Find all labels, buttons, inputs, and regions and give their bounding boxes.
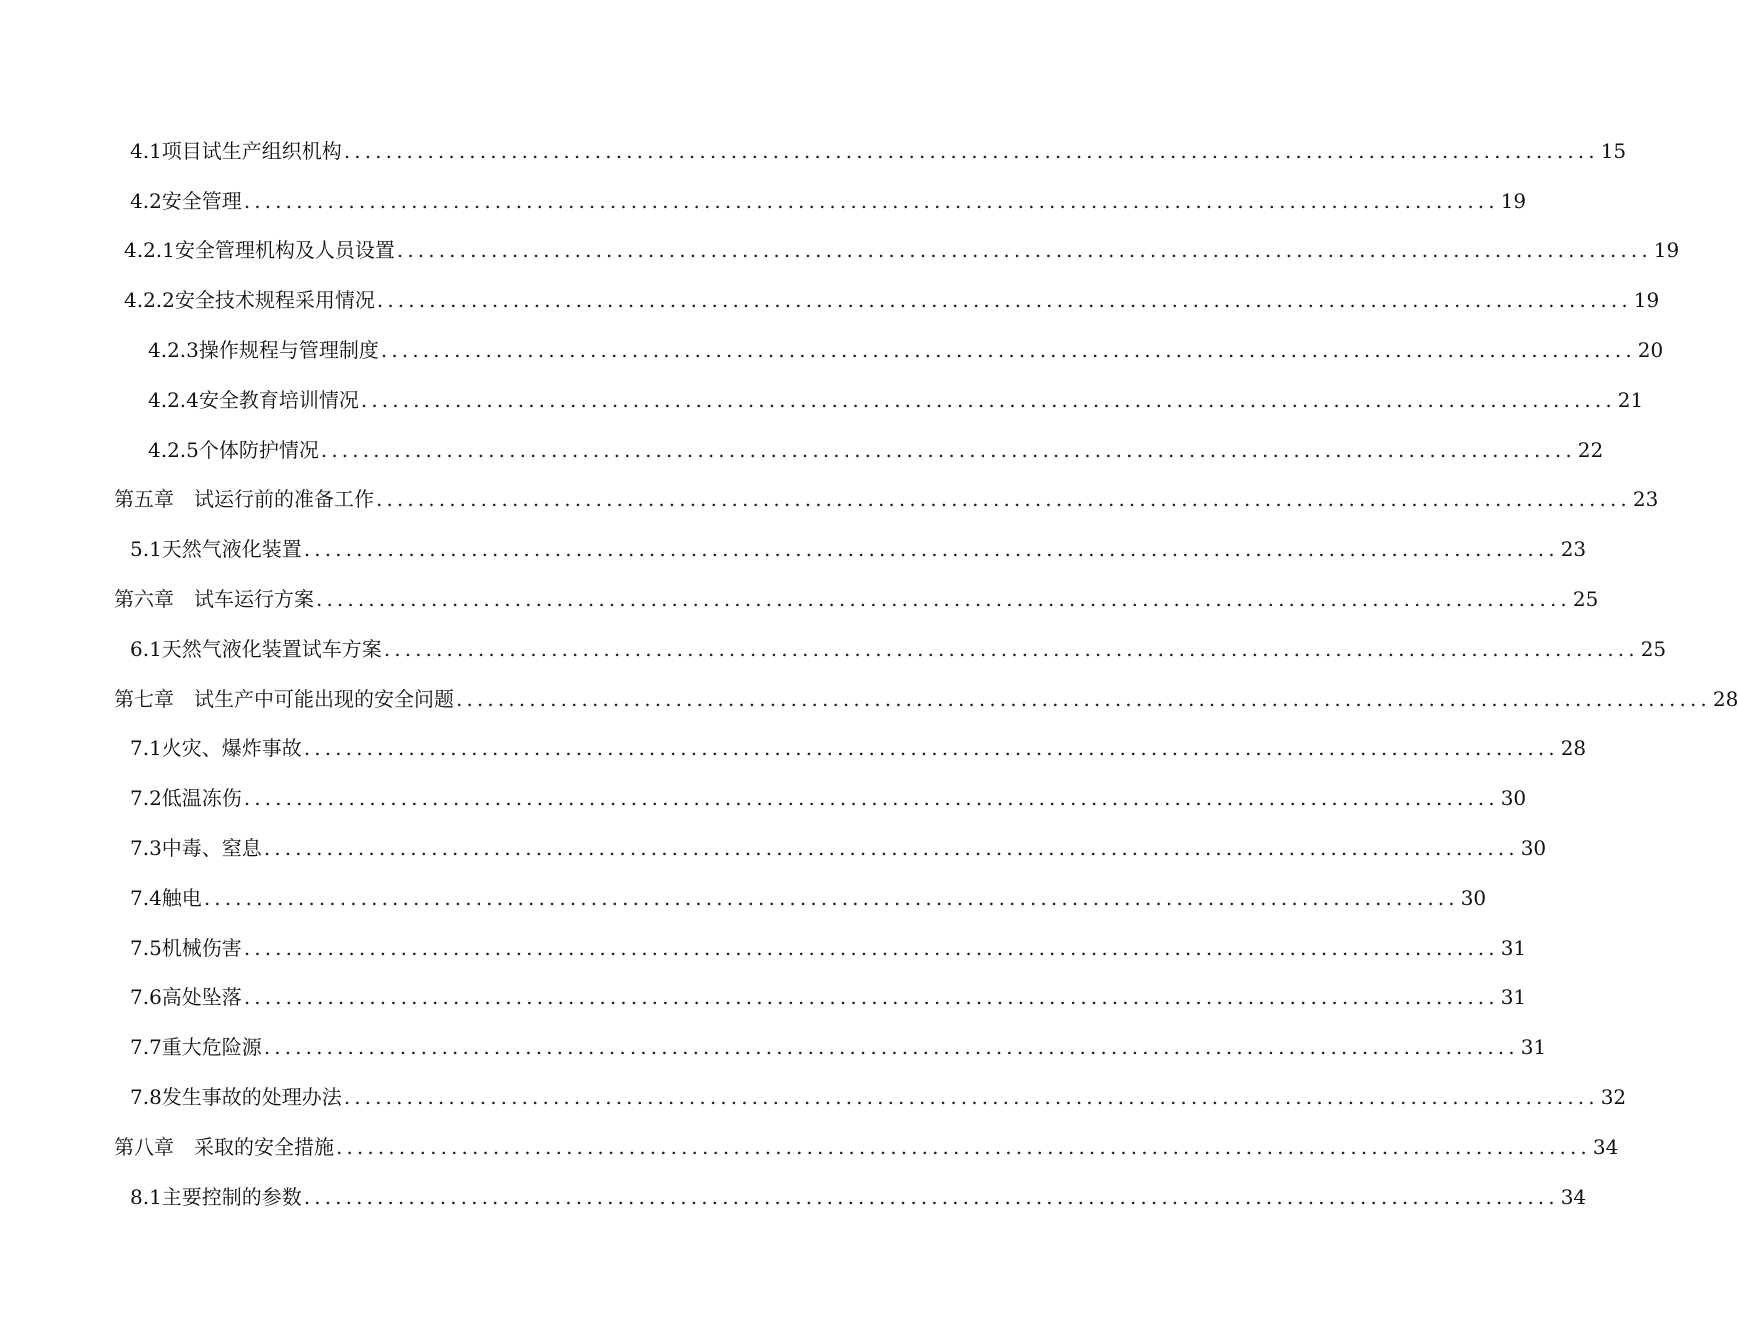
toc-page-number: 34 — [1560, 1184, 1587, 1209]
toc-section-entry[interactable] — [0, 375, 1644, 425]
toc-entry-title: 4.2.3操作规程与管理制度 — [148, 338, 379, 363]
toc-page-number: 32 — [1600, 1085, 1627, 1110]
toc-chapter-entry[interactable] — [0, 574, 1599, 624]
toc-entry-title: 7.3中毒、窒息 — [130, 836, 262, 861]
toc-section-entry[interactable] — [0, 1022, 1547, 1072]
toc-section-entry[interactable] — [0, 773, 1527, 823]
toc-entry-title: 7.1火灾、爆炸事故 — [130, 736, 302, 761]
toc-entry-title: 4.2.1安全管理机构及人员设置 — [124, 238, 395, 263]
toc-section-entry[interactable] — [0, 126, 1627, 176]
toc-section-entry[interactable] — [0, 226, 1680, 276]
toc-entry-title: 4.2.2安全技术规程采用情况 — [124, 288, 375, 313]
toc-dot-leader: ........................................................................................................................ — [303, 537, 1559, 562]
toc-entry-title: 6.1天然气液化装置试车方案 — [130, 636, 382, 661]
toc-entry-title: 7.7重大危险源 — [130, 1035, 262, 1060]
toc-dot-leader: ........................................................................................................................ — [303, 736, 1559, 761]
table-of-contents — [0, 126, 1738, 1222]
toc-page-number: 31 — [1500, 985, 1527, 1010]
toc-entry-title: 7.6高处坠落 — [130, 985, 242, 1010]
toc-dot-leader: ........................................................................................................................ — [243, 935, 1499, 960]
toc-page-number: 31 — [1500, 935, 1527, 960]
toc-entry-title: 4.2.5个体防护情况 — [148, 437, 319, 462]
toc-section-entry[interactable] — [0, 973, 1527, 1023]
toc-entry-title: 4.1项目试生产组织机构 — [130, 138, 342, 163]
toc-dot-leader: ........................................................................................................................ — [303, 1184, 1559, 1209]
toc-page-number: 30 — [1520, 836, 1547, 861]
toc-entry-title: 8.1主要控制的参数 — [130, 1184, 302, 1209]
toc-page-number: 30 — [1500, 786, 1527, 811]
toc-entry-title: 7.5机械伤害 — [130, 935, 242, 960]
toc-entry-title: 第五章 试运行前的准备工作 — [114, 487, 374, 512]
toc-entry-title: 7.2低温冻伤 — [130, 786, 242, 811]
toc-chapter-entry[interactable] — [0, 1122, 1619, 1172]
toc-page-number: 34 — [1592, 1134, 1619, 1159]
toc-dot-leader: ........................................................................................................................ — [380, 338, 1636, 363]
toc-page-number: 20 — [1637, 338, 1664, 363]
toc-entry-title: 5.1天然气液化装置 — [130, 537, 302, 562]
toc-page-number: 25 — [1572, 587, 1599, 612]
toc-chapter-entry[interactable] — [0, 674, 1738, 724]
toc-entry-title: 7.8发生事故的处理办法 — [130, 1085, 342, 1110]
toc-entry-title: 第六章 试车运行方案 — [114, 587, 314, 612]
toc-section-entry[interactable] — [0, 624, 1667, 674]
toc-dot-leader: ........................................................................................................................ — [376, 487, 1631, 512]
toc-dot-leader: ........................................................................................................................ — [203, 885, 1459, 910]
toc-entry-title: 4.2.4安全教育培训情况 — [148, 387, 359, 412]
toc-page-number: 28 — [1560, 736, 1587, 761]
toc-section-entry[interactable] — [0, 1072, 1627, 1122]
toc-dot-leader: ........................................................................................................................ — [336, 1134, 1591, 1159]
toc-dot-leader: ........................................................................................................................ — [343, 138, 1599, 163]
toc-section-entry[interactable] — [0, 1172, 1587, 1222]
toc-dot-leader: ........................................................................................................................ — [396, 238, 1652, 263]
toc-dot-leader: ........................................................................................................................ — [456, 686, 1711, 711]
toc-page-number: 23 — [1560, 537, 1587, 562]
toc-section-entry[interactable] — [0, 923, 1527, 973]
toc-section-entry[interactable] — [0, 425, 1604, 475]
toc-entry-title: 第七章 试生产中可能出现的安全问题 — [114, 686, 454, 711]
toc-section-entry[interactable] — [0, 724, 1587, 774]
toc-section-entry[interactable] — [0, 176, 1527, 226]
toc-dot-leader: ........................................................................................................................ — [243, 985, 1499, 1010]
toc-section-entry[interactable] — [0, 823, 1547, 873]
toc-entry-title: 4.2安全管理 — [130, 188, 242, 213]
toc-entry-title: 7.4触电 — [130, 885, 202, 910]
toc-section-entry[interactable] — [0, 873, 1487, 923]
toc-dot-leader: ........................................................................................................................ — [316, 587, 1571, 612]
toc-page-number: 15 — [1600, 138, 1627, 163]
toc-page-number: 30 — [1460, 885, 1487, 910]
toc-dot-leader: ........................................................................................................................ — [263, 836, 1519, 861]
toc-chapter-entry[interactable] — [0, 475, 1659, 525]
toc-page-number: 19 — [1633, 288, 1660, 313]
toc-dot-leader: ........................................................................................................................ — [360, 387, 1616, 412]
toc-dot-leader: ........................................................................................................................ — [320, 437, 1576, 462]
toc-section-entry[interactable] — [0, 325, 1664, 375]
toc-page-number: 28 — [1712, 686, 1738, 711]
toc-page-number: 31 — [1520, 1035, 1547, 1060]
toc-page-number: 23 — [1632, 487, 1659, 512]
toc-page-number: 21 — [1617, 387, 1644, 412]
toc-entry-title: 第八章 采取的安全措施 — [114, 1134, 334, 1159]
toc-dot-leader: ........................................................................................................................ — [263, 1035, 1519, 1060]
toc-page-number: 19 — [1653, 238, 1680, 263]
toc-dot-leader: ........................................................................................................................ — [243, 188, 1499, 213]
toc-dot-leader: ........................................................................................................................ — [376, 288, 1632, 313]
toc-dot-leader: ........................................................................................................................ — [343, 1085, 1599, 1110]
toc-page-number: 22 — [1577, 437, 1604, 462]
toc-page-number: 25 — [1640, 636, 1667, 661]
toc-page-number: 19 — [1500, 188, 1527, 213]
toc-section-entry[interactable] — [0, 275, 1660, 325]
toc-dot-leader: ........................................................................................................................ — [383, 636, 1639, 661]
toc-dot-leader: ........................................................................................................................ — [243, 786, 1499, 811]
toc-section-entry[interactable] — [0, 524, 1587, 574]
